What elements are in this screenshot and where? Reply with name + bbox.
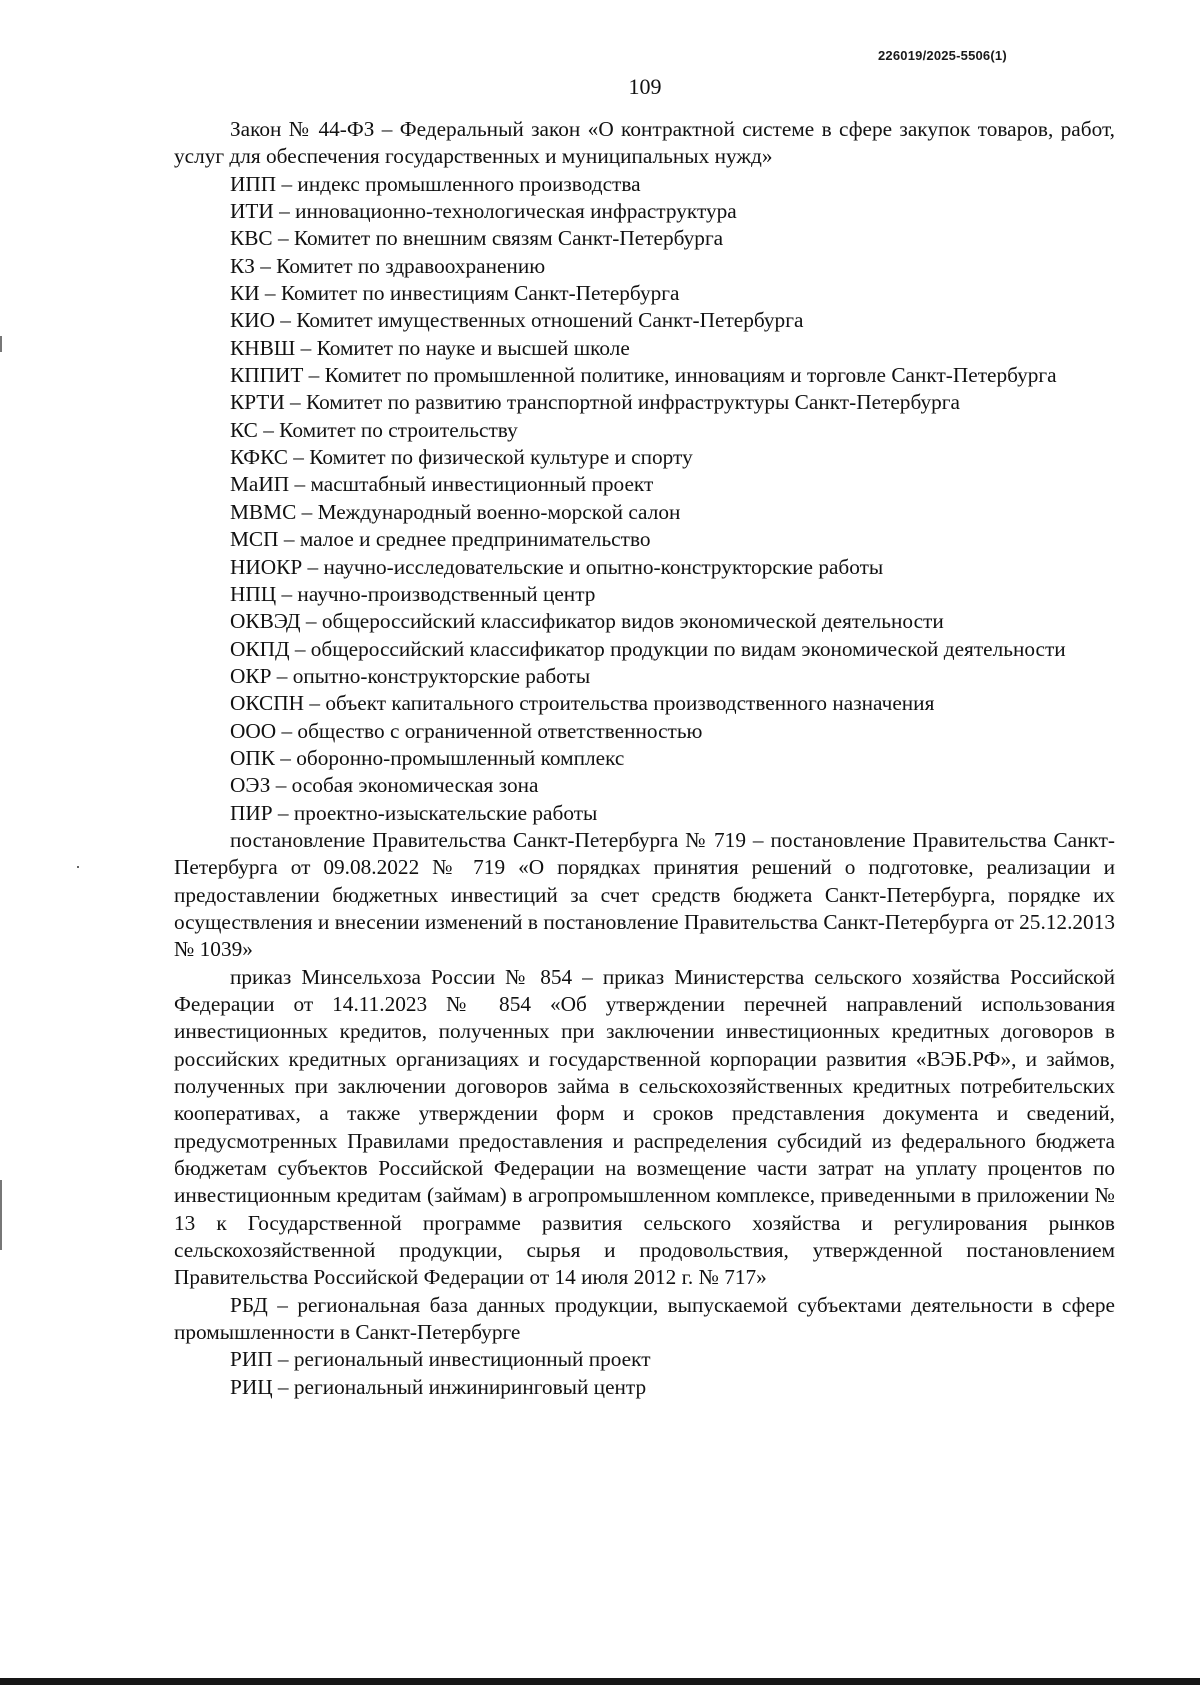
list-item: постановление Правительства Санкт-Петербурга № 719 – постановление Правительства Санкт-Петербурга от 09.08.2022 № 719 «О порядках принятия решений о подготовке, реализации и предоставлении бюджетных инвестиций за счет средств бюджета Санкт-Петербурга, порядке их осуществления и внесении изменений в постановление Правительства Санкт-Петербурга от 25.12.2013 № 1039» [174,827,1115,962]
list-item: КС – Комитет по строительству [230,417,518,442]
scan-edge-mark [0,336,2,352]
list-item: МаИП – масштабный инвестиционный проект [230,472,654,497]
list-item: Закон № 44-ФЗ – Федеральный закон «О контрактной системе в сфере закупок товаров, работ, услуг для обеспечения государственных и муниципальных нужд» [174,117,1115,169]
list-item: ОКСПН – объект капитального строительства производственного назначения [230,691,935,716]
list-item: ООО – общество с ограниченной ответственностью [230,718,703,743]
list-item: КВС – Комитет по внешним связям Санкт-Петербурга [230,226,724,251]
list-item: ОПК – оборонно-промышленный комплекс [230,745,625,770]
scan-edge-mark [0,1180,2,1250]
abbreviations-list [174,116,1115,1401]
list-item: РБД – региональная база данных продукции, выпускаемой субъектами деятельности в сфере промышленности в Санкт-Петербурге [174,1292,1115,1345]
scan-speck [77,866,79,868]
list-item: ОКР – опытно-конструкторские работы [230,663,591,688]
list-item: МВМС – Международный военно-морской салон [230,499,681,524]
list-item: приказ Минсельхоза России № 854 – приказ Министерства сельского хозяйства Российской Федерации от 14.11.2023 № 854 «Об утверждении перечней направлений использования инвестиционных кредитов, полученных при заключении инвестиционных кредитных договоров в российских кредитных организациях и государственной корпорации развития «ВЭБ.РФ», и займов, полученных при заключении договоров займа в сельскохозяйственных кредитных потребительских кооперативах, а также утверждении форм и сроков представления документа и сведений, предусмотренных Правилами предоставления и распределения субсидий из федерального бюджета бюджетам субъектов Российской Федерации на возмещение части затрат на уплату процентов по инвестиционным кредитам (займам) в агропромышленном комплексе, приведенными в приложении № 13 к Государственной программе развития сельского хозяйства и регулирования рынков сельскохозяйственной продукции, сырья и продовольствия, утвержденной постановлением Правительства Российской Федерации от 14 июля 2012 г. № 717» [174,964,1115,1290]
list-item: ОЭЗ – особая экономическая зона [230,773,539,798]
list-item: КНВШ – Комитет по науке и высшей школе [230,335,630,360]
page-number: 109 [628,74,662,99]
scan-bottom-border [0,1678,1200,1685]
list-item: КИ – Комитет по инвестициям Санкт-Петербурга [230,281,680,306]
document-registration-number: 226019/2025-5506(1) [878,48,1007,63]
list-item: ИТИ – инновационно-технологическая инфраструктура [230,199,737,224]
list-item: РИП – региональный инвестиционный проект [230,1347,651,1372]
list-item: КЗ – Комитет по здравоохранению [230,253,546,278]
list-item: ИПП – индекс промышленного производства [230,171,641,196]
list-item: КППИТ – Комитет по промышленной политике, инновациям и торговле Санкт-Петербурга [230,363,1057,388]
list-item: ОКПД – общероссийский классификатор продукции по видам экономической деятельности [230,636,1066,661]
list-item: ОКВЭД – общероссийский классификатор видов экономической деятельности [230,609,944,634]
list-item: КИО – Комитет имущественных отношений Санкт-Петербурга [230,308,804,333]
list-item: КФКС – Комитет по физической культуре и спорту [230,445,693,470]
list-item: МСП – малое и среднее предпринимательство [230,527,651,552]
list-item: РИЦ – региональный инжиниринговый центр [230,1374,647,1399]
list-item: НПЦ – научно-производственный центр [230,581,596,606]
list-item: ПИР – проектно-изыскательские работы [230,800,598,825]
list-item: КРТИ – Комитет по развитию транспортной инфраструктуры Санкт-Петербурга [230,390,960,415]
list-item: НИОКР – научно-исследовательские и опытно-конструкторские работы [230,554,884,579]
